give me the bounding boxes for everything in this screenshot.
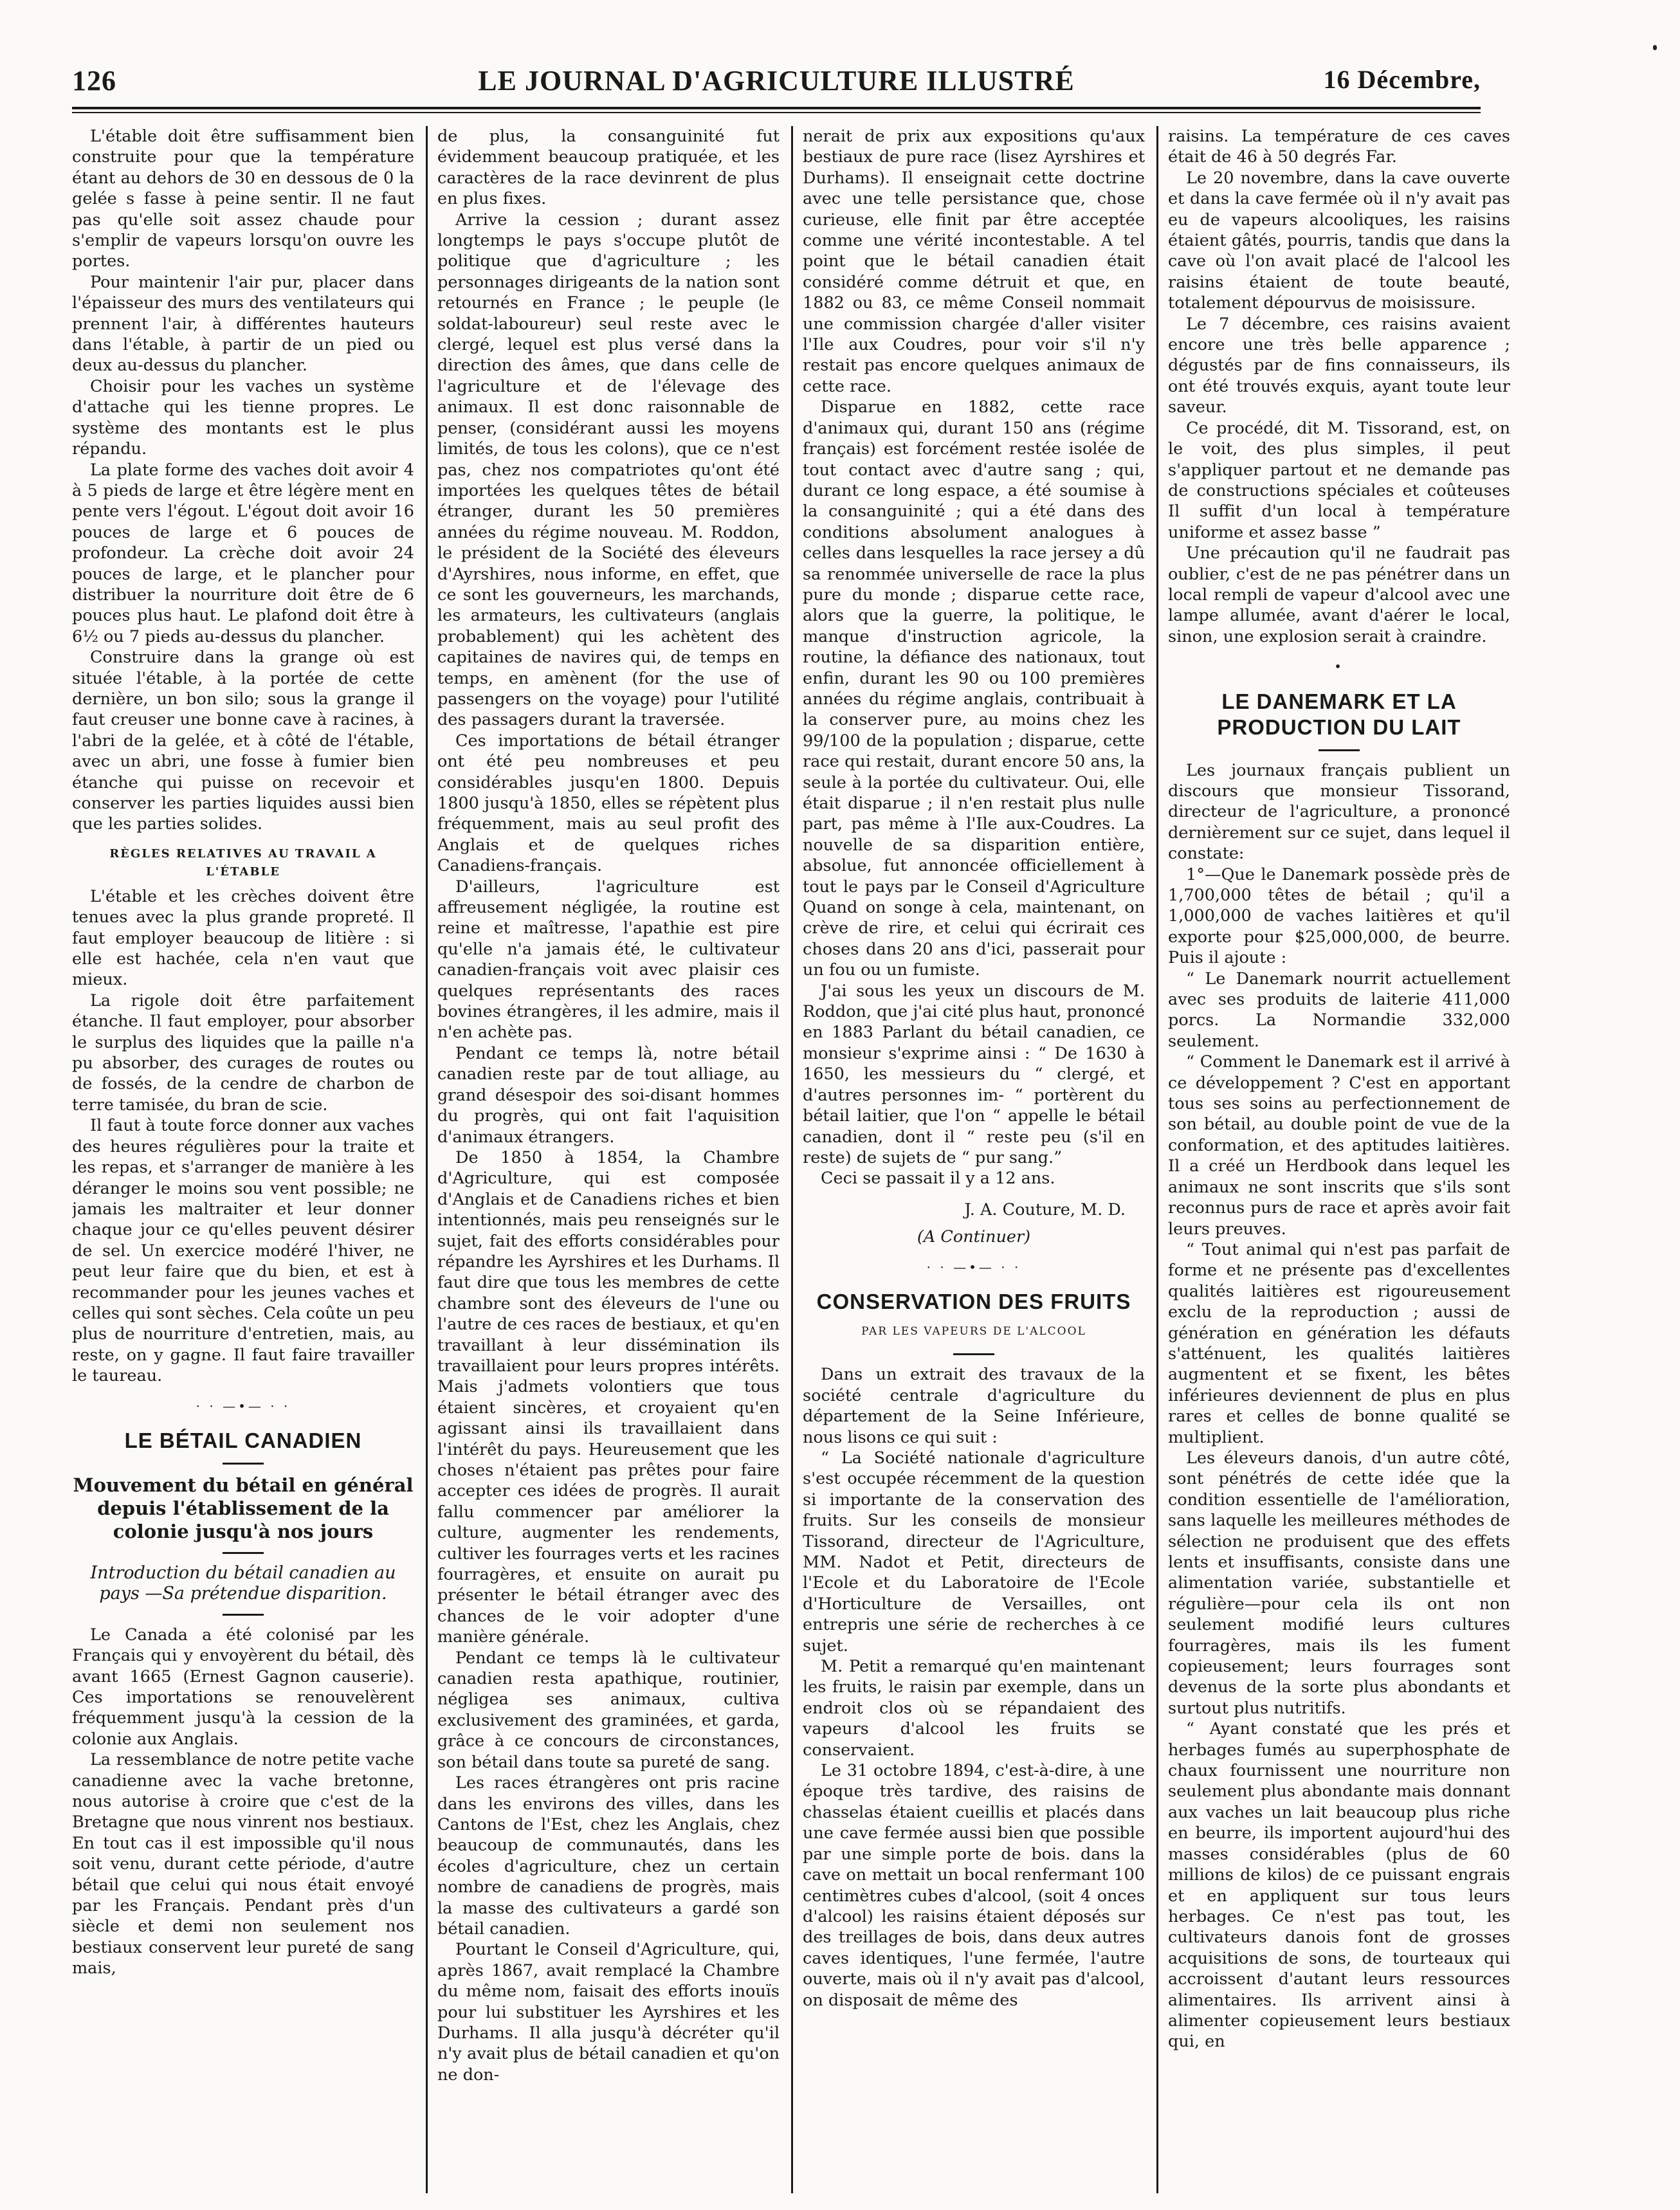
- paragraph: Choisir pour les vaches un système d'attache qui les tienne propres. Le système des montants est le plus répandu.: [72, 376, 414, 459]
- paragraph: La rigole doit être parfaitement étanche. Il faut employer, pour absorber le surplus des liquides que la paille n'a pu absorber, des curages de routes ou de fossés, de la cendre de charbon de terre tamisée, du bran de scie.: [72, 991, 414, 1115]
- paragraph: de plus, la consanguinité fut évidemment beaucoup pratiquée, et les caractères de la race devinrent de plus en plus fixes.: [437, 127, 780, 209]
- paragraph: Pendant ce temps là le cultivateur canadien resta apathique, routinier, négligea ses animaux, cultiva exclusivement des graminées, et garda, grâce à ce concours de circonstances, son bétail dans toute sa pureté de sang.: [437, 1648, 780, 1772]
- paragraph: nerait de prix aux expositions qu'aux bestiaux de pure race (lisez Ayrshires et Durhams). Il enseignait cette doctrine avec une telle persistance que, chose curieuse, elle finit par être acceptée comme une vérité incontestable. A tel point que le bétail canadien était considéré comme détruit et que, en 1882 ou 83, ce même Conseil nommait une commission chargée d'aller visiter l'Ile aux Coudres, pour voir s'il n'y restait pas encore quelques animaux de cette race.: [803, 127, 1145, 396]
- paragraph: Arrive la cession ; durant assez longtemps le pays s'occupe plutôt de politique que d'agriculture ; les personnages dirigeants de la nation sont retournés en France ; le peuple (le soldat-laboureur) seul reste avec le clergé, lequel est plus versé dans la direction des âmes, que dans celle de l'agriculture et de l'élevage des animaux. Il est donc raisonnable de penser, (considérant aussi les moyens limités, de tous les colons), que ce n'est pas, chez nos compatriotes qu'ont été importées les quelques têtes de bétail étranger, durant les 50 premières années du régime nouveau. M. Roddon, le président de la Société des éleveurs d'Ayrshires, nous informe, en effet, que ce sont les gouverneurs, les marchands, les armateurs, les cultivateurs (anglais probablement) qui les achètent des capitaines de navires qui, de temps en temps, en amènent (for the use of passengers on the voyage) pour l'utilité des passagers durant la traversée.: [437, 210, 780, 730]
- column-rule: [426, 126, 428, 2193]
- section-heading: RÈGLES RELATIVES AU TRAVAIL A L'ÉTABLE: [109, 846, 377, 879]
- page-number: 126: [72, 65, 116, 96]
- ornament-separator: •: [1334, 659, 1344, 675]
- article-subtitle: PAR LES VAPEURS DE L'ALCOOL: [861, 1324, 1086, 1338]
- article-title: LE BÉTAIL CANADIEN: [124, 1428, 362, 1452]
- header-rule-thick: [72, 107, 1481, 109]
- issue-date: 16 Décembre,: [1323, 65, 1481, 94]
- article-title: LE DANEMARK ET LA PRODUCTION DU LAIT: [1217, 689, 1461, 739]
- paragraph: “ Ayant constaté que les prés et herbages fumés au superphosphate de chaux fournissent une nourriture non seulement plus abondante mais donnant aux vaches un lait beaucoup plus riche en beurre, ils importent aujourd'hui des masses considérables (plus de 60 millions de kilos) de ce puissant engrais et en appliquent sur tous leurs herbages. Ce n'est pas tout, les cultivateurs danois font de grosses acquisitions de sons, de tourteaux qui accroissent d'autant leurs ressources alimentaires. Ils arrivent ainsi à alimenter copieusement leurs bestiaux qui, en: [1168, 1719, 1510, 2052]
- paragraph: Ceci se passait il y a 12 ans.: [821, 1169, 1055, 1189]
- title-rule: [223, 1552, 264, 1554]
- header-rule-thin: [72, 112, 1481, 113]
- paragraph: 1°—Que le Danemark possède près de 1,700,000 têtes de bétail ; qu'il a 1,000,000 de vaches laitières et qu'il exporte pour $25,000,000, de beurre. Puis il ajoute :: [1168, 864, 1510, 968]
- paragraph: Le Canada a été colonisé par les Français qui y envoyèrent du bétail, dès avant 1665 (Ernest Gagnon causerie). Ces importations se renouvelèrent fréquemment jusqu'à la cession de la colonie aux Anglais.: [72, 1625, 414, 1749]
- paragraph: Pour maintenir l'air pur, placer dans l'épaisseur des murs des ventilateurs qui prennent l'air, à différentes hauteurs dans l'étable, à partir de un pied ou deux au-dessus du plancher.: [72, 272, 414, 376]
- paragraph: De 1850 à 1854, la Chambre d'Agriculture, qui est composée d'Anglais et de Canadiens riches et bien intentionnés, mais peu renseignés sur le sujet, fait des efforts considérables pour répandre les Ayrshires et les Durhams. Il faut dire que tous les membres de cette chambre sont des éleveurs de l'une ou l'autre de ces races de bestiaux, et qu'en travaillant à leur dissémination ils travaillaient pour leurs propres intérêts. Mais j'admets volontiers que tous étaient sincères, et croyaient qu'en agissant ainsi ils travaillaient dans l'intérêt du pays. Heureusement que les choses n'étaient pas prêtes pour faire accepter ces idées de progrès. Il aurait fallu commencer par améliorer la culture, augmenter les rendements, cultiver les fourrages verts et les racines fourragères, et ensuite on aurait pu présenter le bétail étranger avec des chances de le voir adopter d'une manière générale.: [437, 1147, 780, 1647]
- paragraph: Le 20 novembre, dans la cave ouverte et dans la cave fermée où il n'y avait pas eu de vapeurs alcooliques, les raisins étaient gâtés, pourris, tandis que dans la cave où l'on avait placé de l'alcool les raisins étaient de toute beauté, totalement dépourvus de moisissure.: [1168, 168, 1510, 313]
- paragraph: Ces importations de bétail étranger ont été peu nombreuses et peu considérables jusqu'en 1800. Depuis 1800 jusqu'à 1850, elles se répètent plus fréquemment, mais au seul profit des Anglais et de quelques riches Canadiens-français.: [437, 731, 780, 876]
- title-rule: [1319, 749, 1360, 751]
- ornament-separator: · · —•— · ·: [926, 1259, 1021, 1275]
- title-rule: [953, 1353, 994, 1355]
- paragraph: La ressemblance de notre petite vache canadienne avec la vache bretonne, nous autorise à croire que c'est de la Bretagne que nous vinrent nos bestiaux. En tout cas il est impossible qu'il nous soit venu, durant cette période, d'autre bétail que celui qui nous était envoyé par les Français. Pendant près d'un siècle et demi non seulement nos bestiaux conservent leur pureté de sang mais,: [72, 1750, 414, 1978]
- paragraph: La plate forme des vaches doit avoir 4 à 5 pieds de large et être légère ment en pente vers l'égout. L'égout doit avoir 16 pouces de large et 6 pouces de profondeur. La crèche doit avoir 24 pouces de large, et le plancher pour distribuer la nourriture doit être de 6 pouces plus haut. Le plafond doit être à 6½ ou 7 pieds au-dessus du plancher.: [72, 460, 414, 646]
- paragraph: Pourtant le Conseil d'Agriculture, qui, après 1867, avait remplacé la Chambre du même nom, faisait des efforts inouïs pour lui substituer les Ayrshires et les Durhams. Il alla jusqu'à décréter qu'il n'y avait plus de bétail canadien et qu'on ne don-: [437, 1940, 780, 2085]
- paragraph: “ La Société nationale d'agriculture s'est occupée récemment de la question si importante de la conservation des fruits. Sur les conseils de monsieur Tissorand, directeur de l'Agriculture, MM. Nadot et Petit, directeurs de l'Ecole et du Laboratoire de l'Ecole d'Horticulture de Versailles, ont entrepris une série de recherches à ce sujet.: [803, 1448, 1145, 1656]
- author-signature: J. A. Couture, M. D.: [964, 1200, 1126, 1219]
- paragraph: D'ailleurs, l'agriculture est affreusement négligée, la routine est reine et maîtresse, l'apathie est pire qu'elle n'a jamais été, le cultivateur canadien-français voit avec plaisir ces quelques représentants des races bovines étrangères, il les admire, mais il n'en achète pas.: [437, 877, 780, 1043]
- paragraph: Les éleveurs danois, d'un autre côté, sont pénétrés de cette idée que la condition essentielle de l'amélioration, sans laquelle les meilleures méthodes de sélection ne produisent que des effets lents et insuffisants, consiste dans une alimentation variée, substantielle et régulière—pour cela ils ont non seulement modifié leurs cultures fourragères, mais ils les fument copieusement; leurs fourrages sont devenus de la sorte plus abondants et surtout plus nutritifs.: [1168, 1448, 1510, 1718]
- paragraph: Le 7 décembre, ces raisins avaient encore une très belle apparence ; dégustés par de fins connaisseurs, ils ont été trouvés exquis, ayant toute leur saveur.: [1168, 314, 1510, 417]
- paragraph: Dans un extrait des travaux de la société centrale d'agriculture du département de la Seine Inférieure, nous lisons ce qui suit :: [803, 1365, 1145, 1447]
- paragraph: J'ai sous les yeux un discours de M. Roddon, que j'ai cité plus haut, prononcé en 1883 Parlant du bétail canadien, ce monsieur s'exprime ainsi : “ De 1630 à 1650, les messieurs du “ clergé, et d'autres personnes im- “ portèrent du bétail laitier, que l'on “ appelle le bétail canadien, dont il “ reste peu (s'il en reste) de sujets de “ pur sang.”: [803, 981, 1145, 1167]
- paragraph: Pendant ce temps là, notre bétail canadien reste par de tout alliage, au grand désespoir des soi-disant hommes du progrès, qui ont fait l'aquisition d'animaux étrangers.: [437, 1043, 780, 1147]
- column-1: [72, 126, 414, 2193]
- paragraph: L'étable et les crèches doivent être tenues avec la plus grande propreté. Il faut employer beaucoup de litière : si elle est hachée, cela n'en vaut que mieux.: [72, 886, 414, 990]
- paragraph: “ Le Danemark nourrit actuellement avec ses produits de laiterie 411,000 porcs. La Normandie 332,000 seulement.: [1168, 969, 1510, 1051]
- paragraph: “ Tout animal qui n'est pas parfait de forme et ne présente pas d'excellentes qualités laitières est rigoureusement exclu de la reproduction ; aussi de génération en génération les défauts s'atténuent, les qualités laitières augmentent et se fixent, les bêtes inférieures deviennent de plus en plus rares et celles de bonne qualité se multiplient.: [1168, 1239, 1510, 1447]
- article-intro: Introduction du bétail canadien au pays —Sa prétendue disparition.: [90, 1562, 396, 1604]
- to-be-continued: (A Continuer): [917, 1227, 1031, 1247]
- paragraph: Ce procédé, dit M. Tissorand, est, on le voit, des plus simples, il peut s'appliquer partout et ne demande pas de constructions spéciales et coûteuses Il suffit d'un local à température uniforme et assez basse ”: [1168, 418, 1510, 542]
- paragraph: Les races étrangères ont pris racine dans les environs des villes, dans les Cantons de l'Est, chez les Anglais, chez beaucoup de communautés, dans les écoles d'agriculture, chez un certain nombre de canadiens de progrès, mais la masse des cultivateurs a gardé son bétail canadien.: [437, 1773, 780, 1939]
- column-3: [803, 126, 1145, 2193]
- title-rule: [223, 1614, 264, 1616]
- paragraph: Construire dans la grange où est située l'étable, à la portée de cette dernière, un bon silo; sous la grange il faut creuser une bonne cave à racines, à l'abri de la gelée, et à côté de l'étable, avec un abri, une fosse à fumier bien étanche qui puisse on recevoir et conserver les parties liquides aussi bien que les parties solides.: [72, 648, 414, 834]
- article-subtitle: Mouvement du bétail en général depuis l'établissement de la colonie jusqu'à nos jours: [73, 1474, 414, 1542]
- paragraph: Le 31 octobre 1894, c'est-à-dire, à une époque très tardive, des raisins de chasselas étaient cueillis et placés dans une cave fermée aussi bien que possible par une simple porte de bois. dans la cave on mettait un bocal renfermant 100 centimètres cubes d'alcool, (soit 4 onces d'alcool) les raisins étaient déposés sur des treillages de bois, dans deux autres caves identiques, l'une fermée, l'autre ouverte, mais où il n'y avait pas d'alcool, on disposait de même des: [803, 1761, 1145, 2010]
- column-2: [437, 126, 780, 2193]
- column-rule: [1156, 126, 1158, 2193]
- paragraph: raisins. La température de ces caves était de 46 à 50 degrés Far.: [1168, 127, 1510, 167]
- column-rule: [791, 126, 793, 2193]
- paragraph: Une précaution qu'il ne faudrait pas oublier, c'est de ne pas pénétrer dans un local rempli de vapeur d'alcool avec une lampe allumée, avant d'aérer le local, sinon, une explosion serait à craindre.: [1168, 543, 1510, 646]
- paragraph: Il faut à toute force donner aux vaches des heures régulières pour la traite et les repas, et s'arranger de manière à les déranger le moins sou vent possible; ne jamais les maltraiter et leur donner chaque jour ce qu'elles peuvent désirer de sel. Un exercice modéré l'hiver, ne peut leur faire que du bien, et est à recommander pour les jeunes vaches et celles qui sont sèches. Cela coûte un peu plus de nourriture d'entretien, mais, au reste, on y gagne. Il faut faire travailler le taureau.: [72, 1116, 414, 1386]
- paragraph: “ Comment le Danemark est il arrivé à ce développement ? C'est en apportant tous ses soins au perfectionnement de son bétail, au double point de vue de la conformation, et des aptitudes laitières. Il a créé un Herdbook dans lequel les animaux ne sont inscrits que s'ils sont reconnus purs de race et après avoir fait leurs preuves.: [1168, 1052, 1510, 1239]
- paragraph: Les journaux français publient un discours que monsieur Tissorand, directeur de l'agriculture, a prononcé dernièrement sur ce sujet, dans lequel il constate:: [1168, 760, 1510, 864]
- column-4: [1168, 126, 1510, 2193]
- page-header: [72, 59, 1481, 104]
- title-rule: [223, 1463, 264, 1465]
- article-title: CONSERVATION DES FRUITS: [816, 1289, 1131, 1313]
- journal-title: LE JOURNAL D'AGRICULTURE ILLUSTRÉ: [478, 65, 1075, 96]
- ink-speck: [1653, 45, 1657, 50]
- paragraph: L'étable doit être suffisamment bien construite pour que la température étant au dehors de 30 en dessous de 0 la gelée s fasse à peine sentir. Il ne faut pas qu'elle soit assez chaude pour s'emplir de vapeurs lorsqu'on ouvre les portes.: [72, 127, 414, 271]
- ornament-separator: · · —•— · ·: [196, 1398, 291, 1414]
- paragraph: M. Petit a remarqué qu'en maintenant les fruits, le raisin par exemple, dans un endroit clos où se répandaient des vapeurs d'alcool les fruits se conservaient.: [803, 1657, 1145, 1760]
- paragraph: Disparue en 1882, cette race d'animaux qui, durant 150 ans (régime français) est forcément restée isolée de tout contact avec d'autre sang ; qui, durant ce long espace, a été soumise à la consanguinité ; qui a été dans des conditions absolument analogues à celles dans lesquelles la race jersey a dû sa renommée universelle de race la plus pure du monde ; disparue cette race, alors que la guerre, la politique, le manque d'instruction agricole, la routine, la défiance des nationaux, tout enfin, durant les 90 ou 100 premières années du régime anglais, contribuait à la conserver pure, au moins chez les 99/100 de la population ; disparue, cette race qui restait, durant encore 50 ans, la seule à la portée du cultivateur. Oui, elle était disparue ; il n'en restait plus nulle part, pas même à l'Ile aux-Coudres. La nouvelle de sa disparition entière, absolue, fut annoncée officiellement à tout le pays par le Conseil d'Agriculture Quand on songe à cela, maintenant, on crève de rire, et celui qui écrirait ces choses dans 20 ans d'ici, passerait pour un fou ou un fumiste.: [803, 397, 1145, 980]
